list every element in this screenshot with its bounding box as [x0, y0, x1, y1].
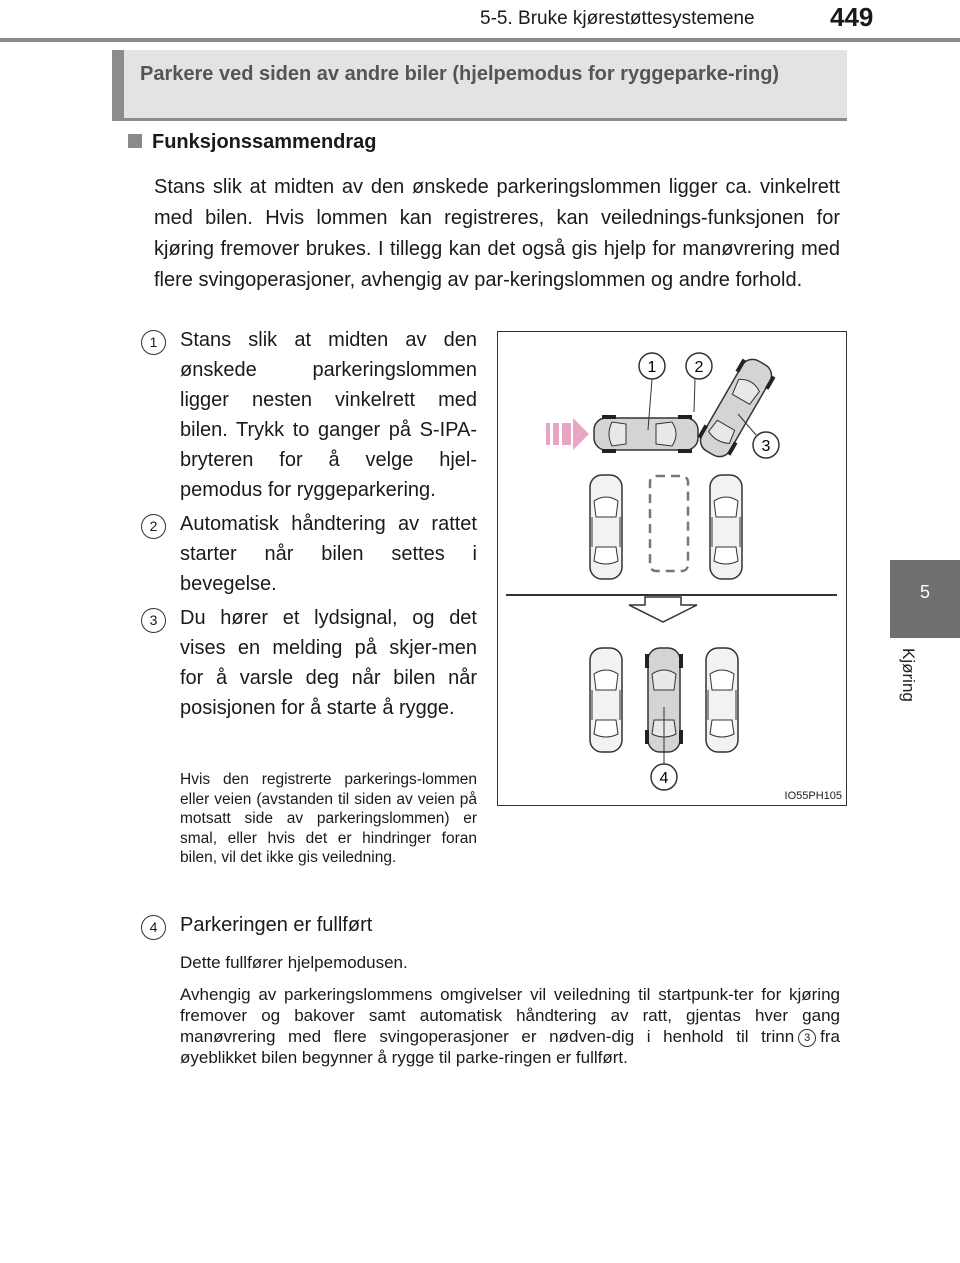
svg-text:4: 4: [659, 770, 669, 787]
car-moving-forward: [594, 415, 698, 453]
step-4-badge: 4: [141, 915, 166, 940]
page-number: 449: [830, 2, 874, 32]
section-title-box: [112, 50, 847, 121]
section-title: Parkere ved siden av andre biler (hjelpemodus for ryggeparke-ring): [140, 63, 780, 85]
parked-car-left: [590, 475, 622, 579]
down-arrow-icon: [629, 597, 697, 622]
svg-text:2: 2: [694, 359, 704, 376]
final-note-before: Avhengig av parkeringslommens omgivelser vil veiledning til startpunk-ter for kjøring fremover og bakover samt automatisk håndtering av ratt, gjentas hver gang manøvrering med flere svingoperasjoner er nødven-dig i henhold til trinn: [180, 985, 840, 1046]
parking-illustration: [497, 331, 847, 806]
step-3-badge: 3: [141, 608, 166, 633]
step-3-text: Du hører et lydsignal, og det vises en melding på skjer-men for å varsle deg når bilen når posisjonen for å starte å rygge.: [180, 607, 477, 719]
step-ref-badge: 3: [798, 1029, 816, 1047]
header-divider: [0, 38, 960, 42]
step-4-note: Dette fullfører hjelpemodusen.: [180, 953, 408, 972]
parked-car-right: [710, 475, 742, 579]
subheading-text: Funksjonssammendrag: [152, 131, 377, 153]
parked-car-right-bottom: [706, 648, 738, 752]
final-note-after: fra øyeblikket bilen begynner å rygge til parke-ringen er fullført.: [180, 1027, 840, 1067]
step-2-badge: 2: [141, 514, 166, 539]
figure-code: IO55PH105: [784, 790, 842, 802]
step-4-text: Parkeringen er fullført: [180, 914, 373, 936]
chapter-label: Kjøring: [899, 648, 918, 702]
step-1-badge: 1: [141, 330, 166, 355]
svg-text:3: 3: [761, 438, 771, 455]
step-1-text: Stans slik at midten av den ønskede parkeringslommen ligger nesten vinkelrett med bilen. Trykk to ganger på S-IPA-bryteren for å velge hjel-pemodus for ryggeparkering.: [180, 329, 477, 501]
chapter-tab: [890, 560, 960, 638]
parking-space-empty: [650, 476, 688, 571]
chapter-number: 5: [919, 582, 930, 602]
direction-arrow-icon: [546, 418, 589, 450]
subheading: [128, 131, 377, 154]
step-2-text: Automatisk håndtering av rattet starter når bilen settes i bevegelse.: [180, 513, 477, 595]
square-bullet-icon: [128, 134, 142, 148]
svg-text:1: 1: [647, 359, 657, 376]
parking-diagram: [498, 332, 845, 804]
parked-car-left-bottom: [590, 648, 622, 752]
callout-2: [686, 353, 712, 412]
intro-paragraph: Stans slik at midten av den ønskede parkeringslommen ligger ca. vinkelrett med bilen. Hvis lommen kan registreres, kan veilednings-funksjonen for kjøring fremover brukes. I tillegg kan det også gis hjelp for manøvrering med flere svingoperasjoner, avhengig av par-keringslommen og andre forhold.: [154, 176, 840, 291]
step-3-note: Hvis den registrerte parkerings-lommen eller veien (avstanden til siden av veien på motsatt side av parkeringslommen) er smal, eller hvis det er hindringer foran bilen, vil det ikke gis veiledning.: [180, 771, 477, 866]
callout-3: [738, 414, 779, 458]
header-section-title: 5-5. Bruke kjørestøttesystemene: [480, 8, 755, 29]
final-note: [180, 984, 840, 1068]
